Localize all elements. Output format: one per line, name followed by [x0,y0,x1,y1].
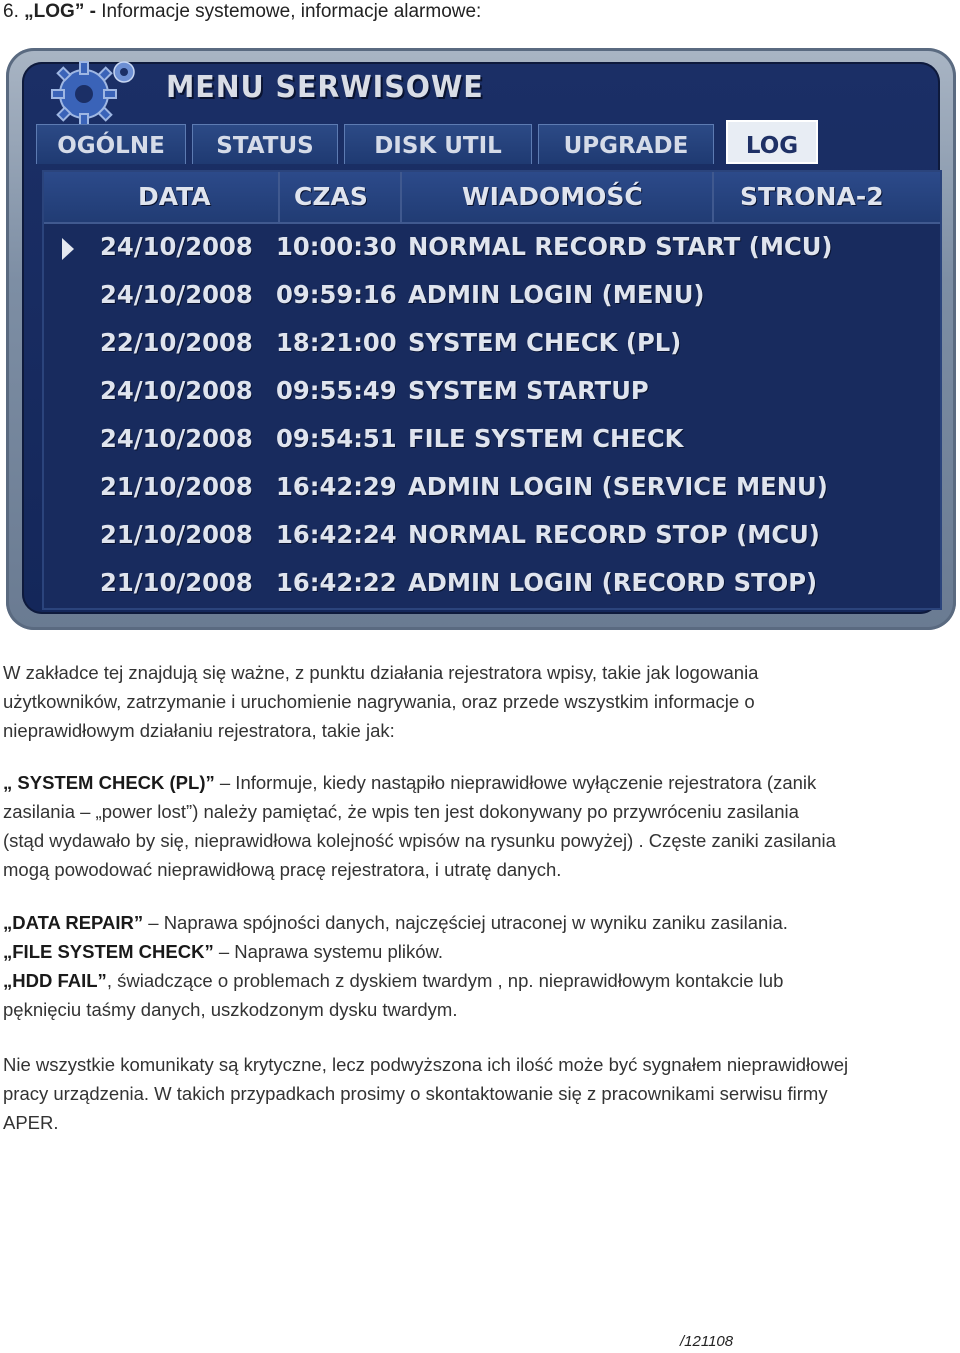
column-header-page: STRONA-2 [740,182,884,211]
closing-line: Nie wszystkie komunikaty są krytyczne, lecz podwyższona ich ilość może być sygnałem nieprawidłowej [3,1054,849,1075]
header-divider [712,172,714,222]
system-check-text: – Informuje, kiedy nastąpiło nieprawidłowe wyłączenie rejestratora (zanik [214,772,817,793]
heading-log: LOG [33,1,75,22]
log-message: ADMIN LOGIN (RECORD STOP) [408,568,818,597]
tab-ogolne[interactable]: OGÓLNE [36,124,186,164]
tab-disk-util[interactable]: DISK UTIL [344,124,532,164]
intro-paragraph [3,658,758,745]
log-message: ADMIN LOGIN (MENU) [408,280,705,309]
row-pointer-icon [62,238,74,260]
system-check-line: zasilania – „power lost”) należy pamiętać, że wpis ten jest dokonywany po przywróceniu zasilania [3,801,799,822]
heading-quote: „ [24,1,34,22]
log-date: 24/10/2008 [100,424,253,453]
log-date: 22/10/2008 [100,328,253,357]
log-message: FILE SYSTEM CHECK [408,424,684,453]
column-header-date: DATA [138,182,211,211]
log-row[interactable] [44,416,940,464]
section-heading [3,1,481,23]
header-divider [400,172,402,222]
log-date: 21/10/2008 [100,472,253,501]
log-message: SYSTEM CHECK (PL) [408,328,682,357]
closing-line: pracy urządzenia. W takich przypadkach prosimy o skontaktowanie się z pracownikami serwisu firmy [3,1083,828,1104]
intro-line: W zakładce tej znajdują się ważne, z punktu działania rejestratora wpisy, takie jak logowania [3,662,759,683]
header-divider [278,172,280,222]
dvr-service-menu-screenshot [6,48,956,630]
hdd-fail-text: , świadczące o problemach z dyskiem twardym , np. nieprawidłowym kontakcie lub [106,970,784,991]
log-date: 21/10/2008 [100,568,253,597]
file-system-term: „FILE SYSTEM CHECK” [3,941,214,962]
log-date: 24/10/2008 [100,376,253,405]
log-row[interactable] [44,368,940,416]
dvr-menu-title: MENU SERWISOWE [166,70,484,105]
log-date: 21/10/2008 [100,520,253,549]
log-message: ADMIN LOGIN (SERVICE MENU) [408,472,828,501]
system-check-term: „ SYSTEM CHECK (PL)” [3,772,215,793]
log-time: 16:42:29 [276,472,397,501]
column-header-message: WIADOMOŚĆ [462,182,643,211]
log-time: 10:00:30 [276,232,397,261]
log-table [42,170,942,610]
tab-log[interactable]: LOG [726,120,818,164]
tab-status[interactable]: STATUS [192,124,338,164]
log-row[interactable] [44,560,940,608]
log-date: 24/10/2008 [100,232,253,261]
log-date: 24/10/2008 [100,280,253,309]
data-repair-term: „DATA REPAIR” [3,912,144,933]
data-repair-text: – Naprawa spójności danych, najczęściej utraconej w wyniku zaniku zasilania. [143,912,788,933]
log-time: 16:42:22 [276,568,397,597]
log-message: SYSTEM STARTUP [408,376,649,405]
dvr-tabs [36,124,936,168]
log-message: NORMAL RECORD START (MCU) [408,232,833,261]
log-message: NORMAL RECORD STOP (MCU) [408,520,820,549]
system-check-line: mogą powodować nieprawidłową pracę rejestratora, i utratę danych. [3,859,562,880]
hdd-fail-term: „HDD FAIL” [3,970,107,991]
log-row[interactable] [44,464,940,512]
log-row[interactable] [44,272,940,320]
system-check-line: (stąd wydawało by się, nieprawidłowa kolejność wpisów na rysunku powyżej) . Częste zaniki zasilania [3,830,836,851]
hdd-fail-line: pęknięciu taśmy danych, uszkodzonym dysku twardym. [3,999,458,1020]
log-row[interactable] [44,512,940,560]
intro-line: użytkowników, zatrzymanie i uruchomienie nagrywania, oraz przede wszystkim informacje o [3,691,755,712]
intro-line: nieprawidłowym działaniu rejestratora, takie jak: [3,720,395,741]
log-row[interactable] [44,320,940,368]
log-time: 16:42:24 [276,520,397,549]
section-number: 6. [3,1,19,22]
system-check-paragraph [3,768,836,884]
document-footer-code: /121108 [680,1333,734,1350]
log-time: 18:21:00 [276,328,397,357]
log-row[interactable] [44,224,940,272]
log-time: 09:55:49 [276,376,397,405]
file-system-text: – Naprawa systemu plików. [213,941,444,962]
column-header-time: CZAS [294,182,368,211]
heading-rest: Informacje systemowe, informacje alarmowe: [101,1,482,22]
closing-paragraph [3,1050,848,1137]
log-time: 09:54:51 [276,424,397,453]
tab-upgrade[interactable]: UPGRADE [538,124,714,164]
log-table-header [44,172,940,224]
closing-line: APER. [3,1112,59,1133]
terms-list [3,908,788,1024]
log-time: 09:59:16 [276,280,397,309]
heading-close: ” - [74,1,96,22]
